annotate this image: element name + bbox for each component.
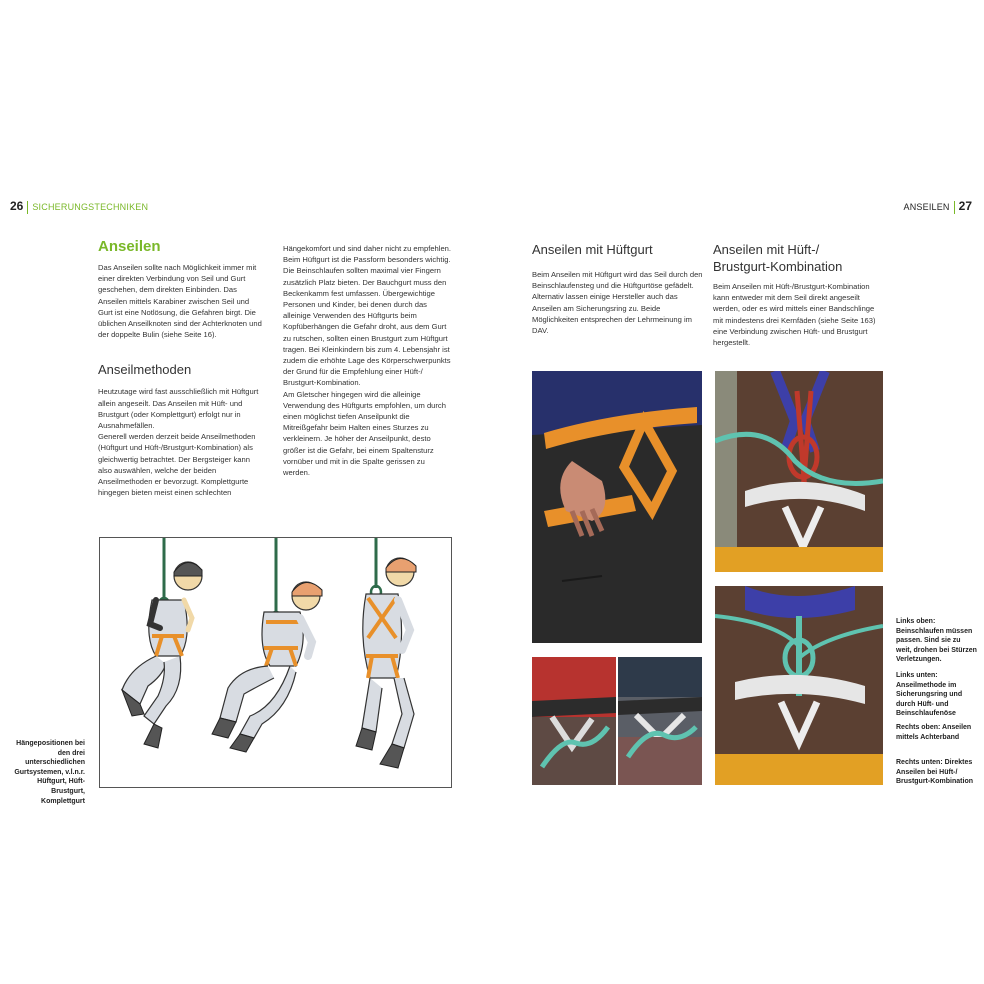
combo-harness-title-line-2: Brustgurt-Kombination [713,259,843,274]
methods-paragraph-1: Heutzutage wird fast ausschließlich mit Hüftgurt allein angeseilt. Das Anseilen mit Hüft- und Brustgurt (oder Komplettgurt) erfolgt nur in Ausnahmefällen. [98,387,259,431]
combo-harness-paragraph: Beim Anseilen mit Hüft-/Brustgurt-Kombination kann entweder mit dem Seil direkt angeseilt werden, oder es wird mittels einer Bandschlinge mit mindestens drei Kernfäden (siehe Seite 163) eine Verbindung zwischen Hüft- und Brustgurt hergestellt. [713,282,876,348]
photo-figure-eight-sling [715,371,883,572]
photo-leg-loops [532,371,702,643]
hanging-positions-figure [99,537,452,788]
methods-paragraph-2: Generell werden derzeit beide Anseilmethoden (Hüftgurt und Hüft-/Brustgurt-Kombination) als gleichwertig betrachtet. Der Bergsteiger kann also auswählen, welche der beiden Anseilmethoden er bevorzugt. Komplettgurte hingegen bieten meist einen schlechten [98,432,256,498]
right-running-head [904,199,972,214]
climber-full-body-harness-figure [356,538,416,768]
climber-hip-harness-figure [122,538,202,748]
photo-direct-tie-in-combo [715,586,883,785]
comfort-paragraph: Hängekomfort und sind daher nicht zu empfehlen. [283,244,452,253]
hip-harness-title: Anseilen mit Hüftgurt [532,242,653,257]
caption-right-bottom: Rechts unten: Direktes Anseilen bei Hüft-/ Brustgurt-Kombination [896,759,973,786]
right-column-2 [713,241,883,348]
left-column-1 [98,238,263,498]
subsection-title: Anseilmethoden [98,362,192,378]
left-page-number: 26 [10,199,24,213]
left-column-2 [283,243,451,478]
hanging-positions-caption: Hängepositionen bei den drei unterschiedlichen Gurtsystemen, v.l.n.r. Hüftgurt, Hüft-Brustgurt, Komplettgurt [14,740,85,805]
right-page-number: 27 [958,199,972,213]
left-running-head [10,199,148,214]
hanging-positions-illustration [100,538,451,787]
intro-paragraph: Das Anseilen sollte nach Möglichkeit immer mit einer direkten Verbindung von Seil und Gurt geschehen, dem direkten Einbinden. Das Anseilen mittels Karabiner zwischen Seil und Gurt ist eine Notlösung, die Gefahren birgt. Die üblichen Anseilknoten sind der Achterknoten und der doppelte Bulin (siehe Seite 16). [98,263,262,340]
photo-tie-in-points-method [618,657,702,785]
caption-right-top: Rechts oben: Anseilen mittels Achterband [896,724,972,741]
fit-paragraph: Beim Hüftgurt ist die Passform besonders wichtig. Die Beinschlaufen sollten maximal vier Fingern zusätzlich Platz bieten. Der Bauchgurt muss den Beckenkamm fest umfassen. Übergewichtige Personen und Kinder, bei denen durch das alleinige Verwenden des Hüftgurts beim Kopfüberhängen die Gefahr droht, aus dem Gurt zu rutschen, sollten einen Brustgurt zum Hüftgurt tragen. Bei Kleinkindern bis zum 4. Lebensjahr ist zudem die erhöhte Lage des Körperschwerpunkts der Grund für die Empfehlung einer Hüft-/ Brustgurt-Kombination. [283,255,451,388]
right-section-label: ANSEILEN [903,202,950,212]
right-column-1 [532,241,704,336]
photo-belay-loop-method [532,657,616,785]
section-title: Anseilen [98,238,161,255]
hip-harness-paragraph: Beim Anseilen mit Hüftgurt wird das Seil durch den Beinschlaufensteg und die Hüftgurtöse gefädelt. Alternativ lassen einige Hersteller auch das Anseilen am Sicherungsring zu. Beide Möglichkeiten entsprechen der Lehrmeinung im DAV. [532,270,703,336]
combo-harness-title-line-1: Anseilen mit Hüft-/ [713,242,820,257]
caption-left-top: Links oben: Beinschlaufen müssen passen. Sind sie zu weit, drohen bei Stürzen Verletzungen. [896,618,977,664]
left-section-label: SICHERUNGSTECHNIKEN [32,202,149,212]
caption-left-bottom: Links unten: Anseilmethode im Sicherungsring und durch Hüft- und Beinschlaufenöse [896,672,963,718]
climber-hip-chest-harness-figure [212,538,322,752]
left-running-head-divider [27,201,28,214]
glacier-paragraph: Am Gletscher hingegen wird die alleinige Verwendung des Hüftgurts empfohlen, um durch einen möglichst tiefen Anseilpunkt die Mitreißgefahr beim Halten eines Sturzes zu verkleinern. Je höher der Anseilpunkt, desto größer ist die Gefahr, bei einem Spaltensturz vornüber und mit in die Spalte gerissen zu werden. [283,389,446,478]
right-running-head-divider [954,201,955,214]
